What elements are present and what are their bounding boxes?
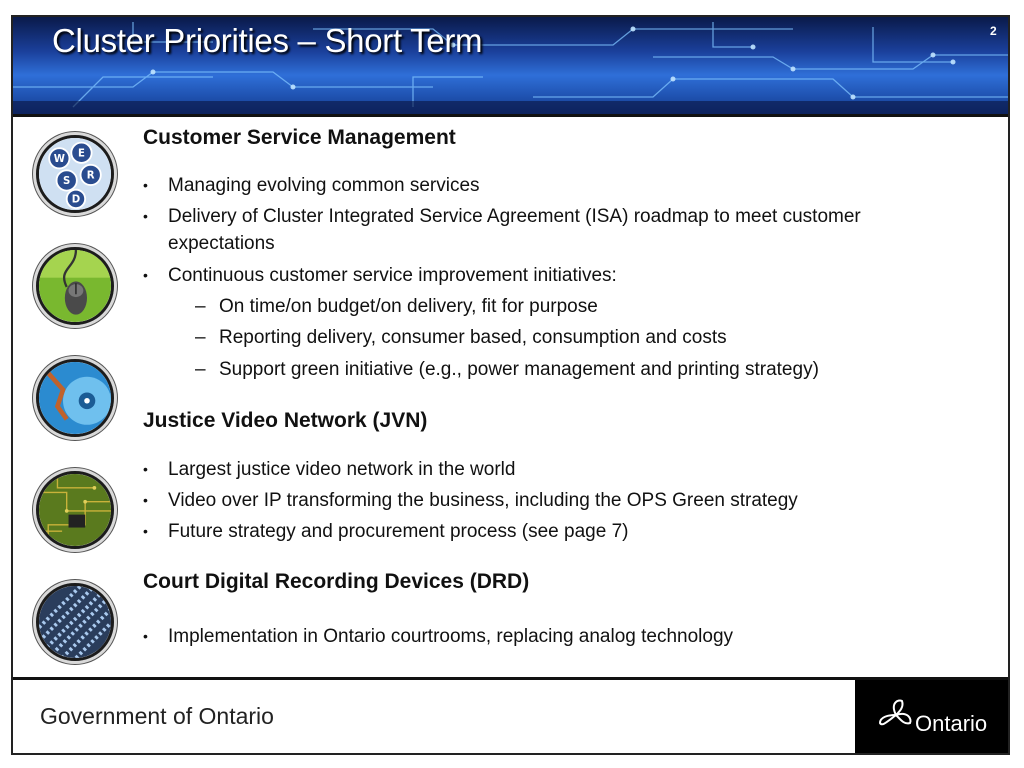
slide-title: Cluster Priorities – Short Term	[52, 22, 483, 59]
svg-text:W: W	[53, 154, 65, 165]
page-number: 2	[990, 24, 997, 38]
bullet-item: • Largest justice video network in the world	[143, 456, 943, 483]
sub-bullet-mark: –	[195, 327, 206, 348]
sub-bullet-item: – Support green initiative (e.g., power management and printing strategy)	[195, 356, 955, 383]
svg-text:S: S	[63, 176, 71, 188]
keyboard-keys-icon	[36, 135, 114, 213]
svg-text:R: R	[86, 170, 95, 182]
ontario-wordmark: Ontario	[915, 711, 988, 736]
bullet-mark: •	[143, 208, 148, 224]
section-heading-drd: Court Digital Recording Devices (DRD)	[143, 570, 530, 593]
bullet-mark: •	[143, 492, 148, 508]
sub-bullet-mark: –	[195, 359, 206, 380]
bullet-mark: •	[143, 177, 148, 193]
sub-bullet-item: – Reporting delivery, consumer based, consumption and costs	[195, 324, 955, 351]
bullet-mark: •	[143, 267, 148, 283]
bullet-mark: •	[143, 523, 148, 539]
svg-text:E: E	[77, 148, 85, 160]
circuit-board-icon	[36, 471, 114, 549]
trillium-logo-icon	[876, 697, 916, 733]
disc-handset-icon	[36, 359, 114, 437]
sub-bullet-item: – On time/on budget/on delivery, fit for purpose	[195, 293, 955, 320]
bullet-item: • Delivery of Cluster Integrated Service Agreement (ISA) roadmap to meet customer expectations	[143, 203, 923, 257]
section-heading-customer-service: Customer Service Management	[143, 126, 456, 149]
government-label: Government of Ontario	[40, 703, 274, 729]
bullet-item: • Future strategy and procurement process (see page 7)	[143, 518, 943, 545]
bullet-mark: •	[143, 461, 148, 477]
bullet-item: • Implementation in Ontario courtrooms, replacing analog technology	[143, 623, 943, 650]
bullet-item: • Continuous customer service improvement initiatives:	[143, 262, 943, 289]
bullet-item: • Video over IP transforming the business, including the OPS Green strategy	[143, 487, 943, 514]
section-heading-jvn: Justice Video Network (JVN)	[143, 409, 428, 432]
bullet-mark: •	[143, 628, 148, 644]
fiber-optic-icon	[36, 583, 114, 661]
banner-divider	[13, 114, 1008, 117]
svg-text:D: D	[71, 194, 81, 206]
sub-bullet-mark: –	[195, 296, 206, 317]
bullet-item: • Managing evolving common services	[143, 172, 943, 199]
computer-mouse-icon	[36, 247, 114, 325]
